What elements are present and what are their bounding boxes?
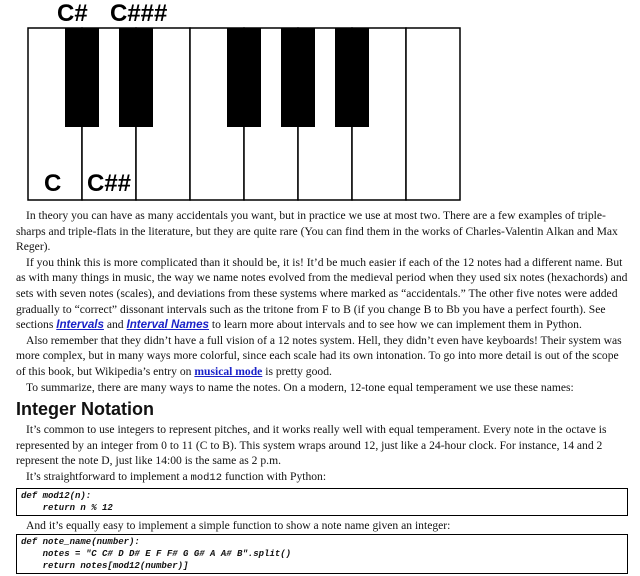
paragraph: It’s common to use integers to represent pitches, and it works really well with equal temperament. Every note in the octave is represented by an integer from 0 to 11 (C to B). This system wraps around 12, just like a 24-hour clock. For instance, 14 and 2 represent the note D, just like 14:00 is the same as 2 p.m. [16,423,607,468]
paragraph: In theory you can have as many accidentals you want, but in practice we use at most two. There are a few examples of triple-sharps and triple-flats in the literature, but they are quite rare (You can find them in the works of Charles-Valentin Alkan and Max Reger). [16,209,618,254]
white-key [406,28,460,200]
label-c-triple-sharp: C### [110,0,168,27]
code-block-mod12: def mod12(n): return n % 12 [16,488,628,516]
inline-code: mod12 [190,471,223,484]
paragraph [16,255,628,333]
code-block-note-name: def note_name(number): notes = "C C# D D# E F F# G G# A A# B".split() return notes[mod12(number)] [16,534,628,574]
article-body [16,208,628,576]
keyboard-figure [0,0,640,203]
paragraph [16,333,628,380]
black-key [227,28,261,127]
paragraph-text: is pretty good. [262,364,332,378]
label-c-double-sharp: C## [87,170,132,197]
link-musical-mode[interactable]: musical mode [194,364,263,378]
paragraph-text: If you think this is more complicated than it should be, it is! It’d be much easier if each of the 12 notes had a different name. But as with many things in music, the way we name notes evolved from the medieval period when they used six notes (hexachords) and sets with seven notes (scales), and deviations from these systems where marked as “accidentals.” The other five notes were added gradually to “correct” dissonant intervals such as the tritone from F to B (if you change B to Bb you have a perfect fourth). See sections [16,255,628,332]
paragraph-text: and [103,318,127,332]
paragraph: And it’s equally easy to implement a simple function to show a note name given an integer: [26,518,451,532]
section-heading: Integer Notation [16,399,154,420]
paragraph-text: Also remember that they didn’t have a full vision of a 12 notes system. Hell, they didn’t even have keyboards! Their system was more complex, but in many ways more colorful, since each scale had its own intonation. To go into more detail is out of the scope of this book, but Wikipedia’s entry on [16,333,622,378]
link-interval-names[interactable]: Interval Names [126,318,209,332]
paragraph: To summarize, there are many ways to name the notes. On a modern, 12-tone equal temperament we use these names: [26,380,574,394]
label-c: C [44,170,62,197]
paragraph-text: It’s straightforward to implement a [26,469,191,483]
black-key [65,28,99,127]
black-key [119,28,153,127]
paragraph-text: function with Python: [222,469,327,483]
paragraph [16,469,628,487]
black-key [281,28,315,127]
paragraph-text: to learn more about intervals and to see how we can implement them in Python. [209,318,582,332]
label-c-sharp: C# [57,0,88,27]
black-key [335,28,369,127]
link-intervals[interactable]: Intervals [56,318,104,332]
